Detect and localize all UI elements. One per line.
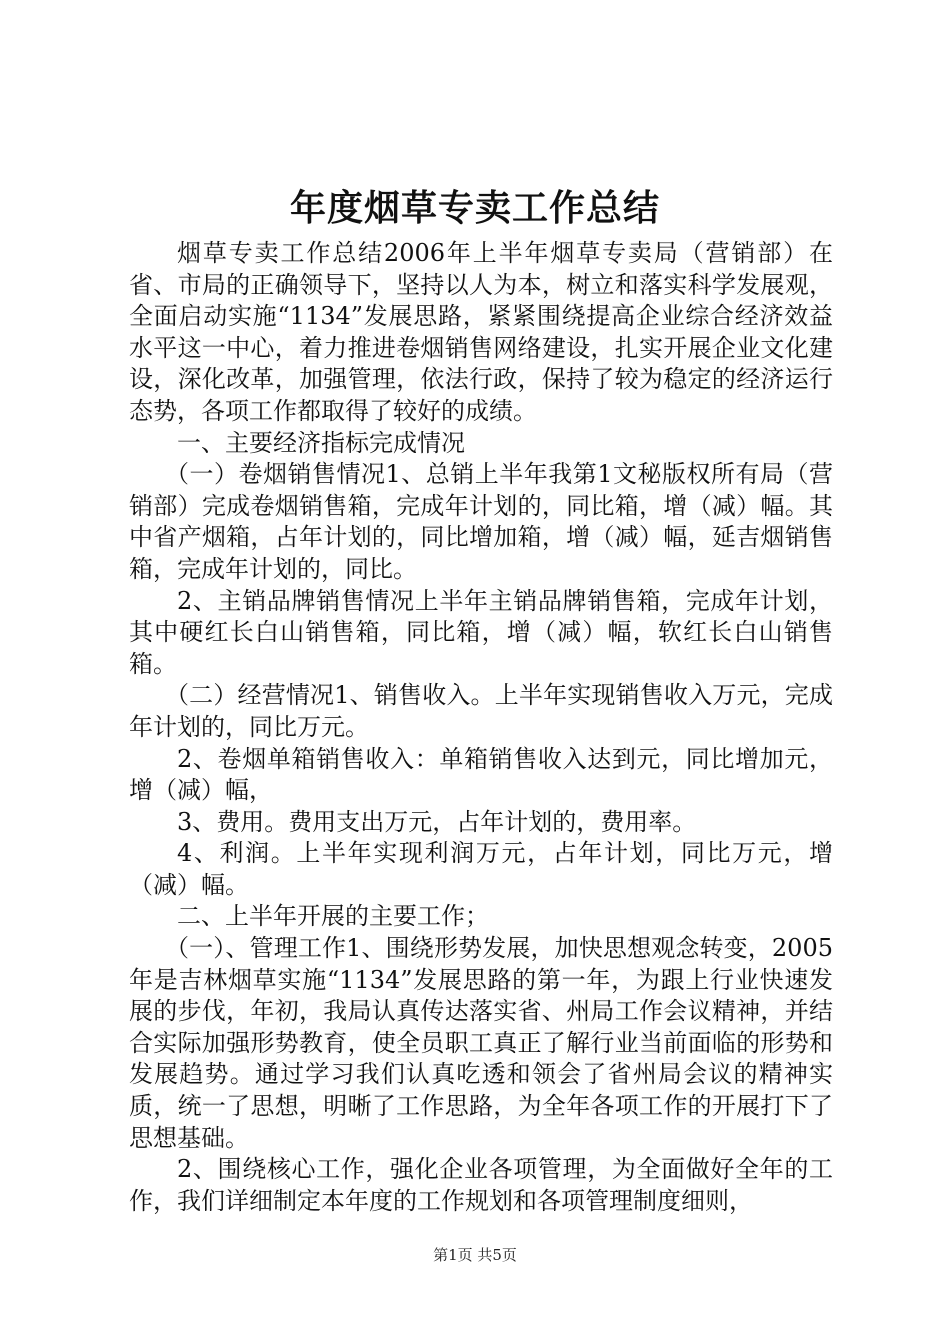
paragraph-expenses: 3、费用。费用支出万元，占年计划的，费用率。 (177, 807, 697, 836)
paragraph-unit-revenue: 2、卷烟单箱销售收入：单箱销售收入达到元，同比增加元，增（减）幅， (129, 744, 833, 805)
section-heading-2: 二、上半年开展的主要工作； (177, 902, 489, 931)
paragraph-main-brand-sales: 2、主销品牌销售情况上半年主销品牌销售箱，完成年计划，其中硬红长白山销售箱，同比箱，增（减）幅，软红长白山销售箱。 (129, 586, 833, 678)
paragraph-profit: 4、利润。上半年实现利润万元，占年计划，同比万元，增（减）幅。 (129, 839, 833, 899)
paragraph-core-work: 2、围绕核心工作，强化企业各项管理，为全面做好全年的工作，我们详细制定本年度的工作规划和各项管理制度细则， (129, 1155, 833, 1215)
paragraph-intro: 烟草专卖工作总结2006年上半年烟草专卖局（营销部）在省、市局的正确领导下，坚持以人为本，树立和落实科学发展观，全面启动实施“1134”发展思路，紧紧围绕提高企业综合经济效益水平这一中心，着力推进卷烟销售网络建设，扎实开展企业文化建设，深化改革，加强管理，依法行政，保持了较为稳定的经济运行态势，各项工作都取得了较好的成绩。 (129, 239, 833, 425)
document-body (129, 238, 833, 1217)
paragraph-management-work: （一）、管理工作1、围绕形势发展，加快思想观念转变，2005年是吉林烟草实施“1134”发展思路的第一年，为跟上行业快速发展的步伐，年初，我局认真传达落实省、州局工作会议精神，并结合实际加强形势教育，使全员职工真正了解行业当前面临的形势和发展趋势。通过学习我们认真吃透和领会了省州局会议的精神实质，统一了思想，明晰了工作思路，为全年各项工作的开展打下了思想基础。 (129, 934, 833, 1152)
document-title: 年度烟草专卖工作总结 (289, 187, 660, 229)
page-footer: 第1页 共5页 (433, 1246, 517, 1264)
section-heading-1: 一、主要经济指标完成情况 (177, 428, 465, 457)
paragraph-cigarette-sales: （一）卷烟销售情况1、总销上半年我第1文秘版权所有局（营销部）完成卷烟销售箱，完成年计划的，同比箱，增（减）幅。其中省产烟箱，占年计划的，同比增加箱，增（减）幅，延吉烟销售箱，完成年计划的，同比。 (129, 460, 833, 583)
paragraph-operations: （二）经营情况1、销售收入。上半年实现销售收入万元，完成年计划的，同比万元。 (129, 681, 833, 741)
